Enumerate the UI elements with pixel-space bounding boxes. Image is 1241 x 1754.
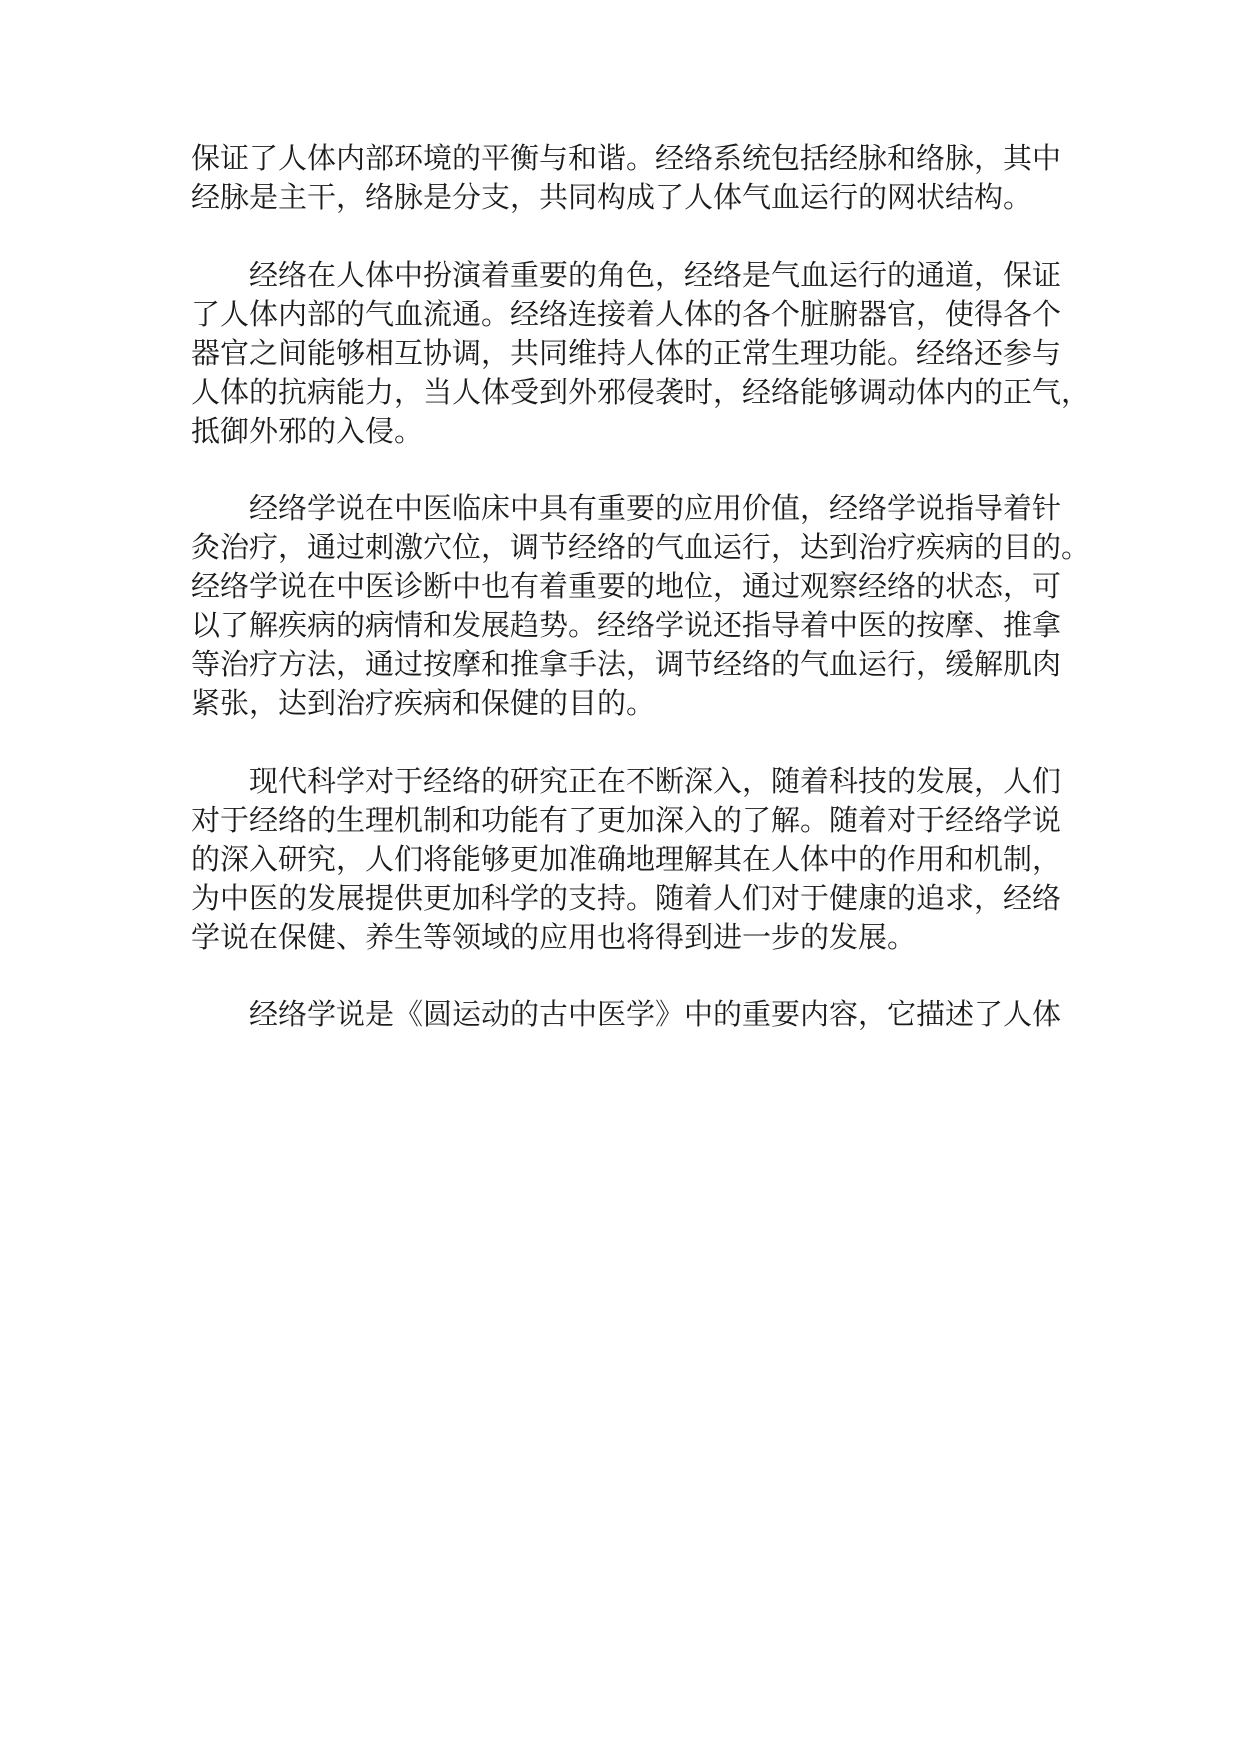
document-body	[191, 139, 1091, 1034]
paragraph-line: 经络学说在中医诊断中也有着重要的地位，通过观察经络的状态，可	[191, 569, 1062, 604]
paragraph-line: 为中医的发展提供更加科学的支持。随着人们对于健康的追求，经络	[191, 880, 1062, 915]
paragraph	[191, 995, 1061, 1034]
paragraph-line: 器官之间能够相互协调，共同维持人体的正常生理功能。经络还参与	[191, 335, 1062, 370]
paragraph-line: 人体的抗病能力，当人体受到外邪侵袭时，经络能够调动体内的正气，	[191, 374, 1091, 409]
paragraph-line: 了人体内部的气血流通。经络连接着人体的各个脏腑器官，使得各个	[191, 296, 1062, 331]
paragraph-line: 经脉是主干，络脉是分支，共同构成了人体气血运行的网状结构。	[191, 180, 1033, 214]
paragraph	[191, 256, 1091, 451]
paragraph-line: 保证了人体内部环境的平衡与和谐。经络系统包括经脉和络脉，其中	[191, 141, 1062, 175]
paragraph-line: 紧张，达到治疗疾病和保健的目的。	[191, 686, 656, 721]
paragraph-line: 经络在人体中扮演着重要的角色，经络是气血运行的通道，保证	[249, 257, 1062, 292]
paragraph	[191, 489, 1091, 723]
paragraph-line: 学说在保健、养生等领域的应用也将得到进一步的发展。	[191, 919, 917, 954]
paragraph-line: 经络学说在中医临床中具有重要的应用价值，经络学说指导着针	[249, 491, 1062, 526]
paragraph-line: 灸治疗，通过刺激穴位，调节经络的气血运行，达到治疗疾病的目的。	[191, 530, 1091, 565]
paragraph-line: 经络学说是《圆运动的古中医学》中的重要内容，它描述了人体	[249, 997, 1062, 1032]
paragraph-line: 的深入研究，人们将能够更加准确地理解其在人体中的作用和机制，	[191, 841, 1062, 876]
paragraph-line: 以了解疾病的病情和发展趋势。经络学说还指导着中医的按摩、推拿	[191, 608, 1062, 643]
paragraph-line: 对于经络的生理机制和功能有了更加深入的了解。随着对于经络学说	[191, 802, 1062, 837]
paragraph	[191, 139, 1061, 217]
paragraph-line: 抵御外邪的入侵。	[191, 413, 424, 448]
paragraph-line: 现代科学对于经络的研究正在不断深入，随着科技的发展，人们	[249, 763, 1062, 798]
paragraph-line: 等治疗方法，通过按摩和推拿手法，调节经络的气血运行，缓解肌肉	[191, 647, 1062, 682]
paragraph	[191, 762, 1061, 957]
